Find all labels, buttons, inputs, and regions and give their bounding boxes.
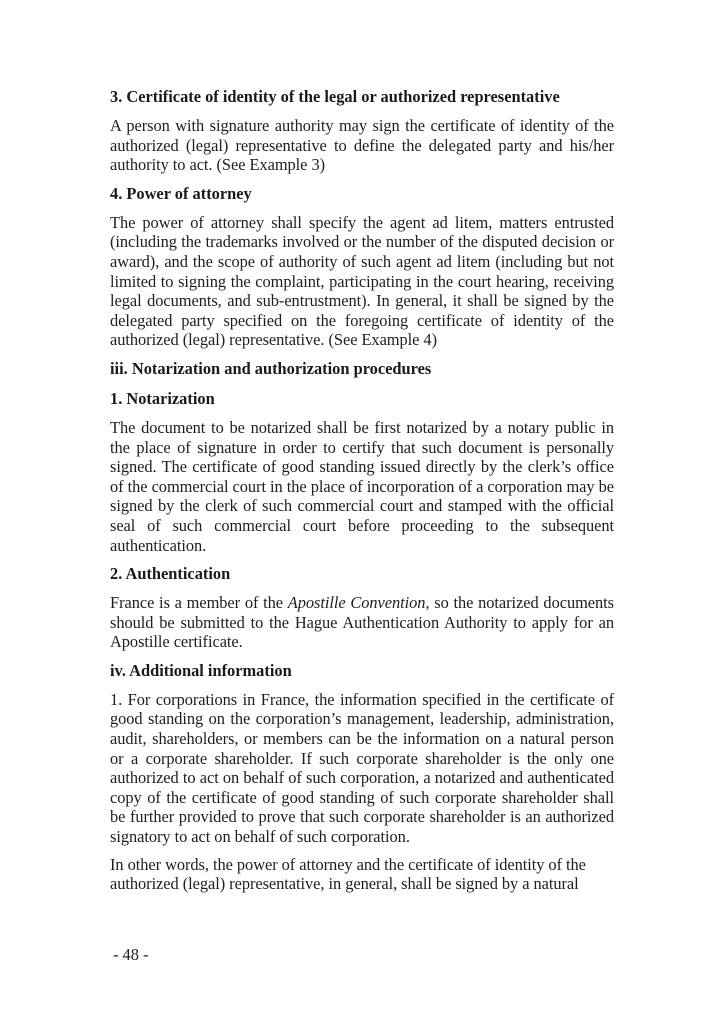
paragraph-notarization: The document to be notarized shall be first notarized by a notary public in the place of signature in order to certify that such document is personally signed. The certificate of good standing issued directly by the clerk’s office of the commercial court in the place of incorporation of a corporation may be signed by the clerk of such commercial court and stamped with the official seal of such commercial court before proceeding to the subsequent authentication. <box>110 417 614 555</box>
paragraph-power-of-attorney: The power of attorney shall specify the agent ad litem, matters entrusted (including the trademarks involved or the number of the disputed decision or award), and the scope of authority of such agent ad litem (including but not limited to signing the complaint, participating in the court hearing, receiving legal documents, and sub-entrustment). In general, it shall be signed by the delegated party specified on the foregoing certificate of identity of the authorized (legal) representative. (See Example 4) <box>110 212 614 350</box>
apostille-convention-italic: Apostille Convention <box>287 593 426 613</box>
paragraph-authentication <box>110 593 614 652</box>
authentication-text-after: , so the notarized documents should be submitted to the Hague Authentication Authority to apply for an Apostille certificate. <box>110 593 614 652</box>
section-heading-notarization-procedures: iii. Notarization and authorization procedures <box>110 358 432 378</box>
section-heading-certificate-of-identity: 3. Certificate of identity of the legal or authorized representative <box>110 87 560 106</box>
section-heading-notarization: 1. Notarization <box>110 388 215 408</box>
paragraph-additional-info-2: In other words, the power of attorney and the certificate of identity of the authorized (legal) representative, in general, shall be signed by a natural <box>110 854 586 894</box>
section-heading-power-of-attorney: 4. Power of attorney <box>110 183 252 203</box>
document-page <box>110 86 614 902</box>
page-number: - 48 - <box>113 945 149 964</box>
section-heading-authentication: 2. Authentication <box>110 564 231 584</box>
paragraph-certificate-of-identity: A person with signature authority may sign the certificate of identity of the authorized (legal) representative to define the delegated party and his/her authority to act. (See Example 3) <box>110 116 614 175</box>
section-heading-additional-information: iv. Additional information <box>110 660 292 680</box>
authentication-text-before: France is a member of the <box>110 593 288 613</box>
paragraph-additional-info-1: 1. For corporations in France, the information specified in the certificate of good standing on the corporation’s management, leadership, administration, audit, shareholders, or members can be the information on a natural person or a corporate shareholder. If such corporate shareholder is the only one authorized to act on behalf of such corporation, a notarized and authenticated copy of the certificate of good standing of such corporate shareholder shall be further provided to prove that such corporate shareholder is an authorized signatory to act on behalf of such corporation. <box>110 689 614 847</box>
